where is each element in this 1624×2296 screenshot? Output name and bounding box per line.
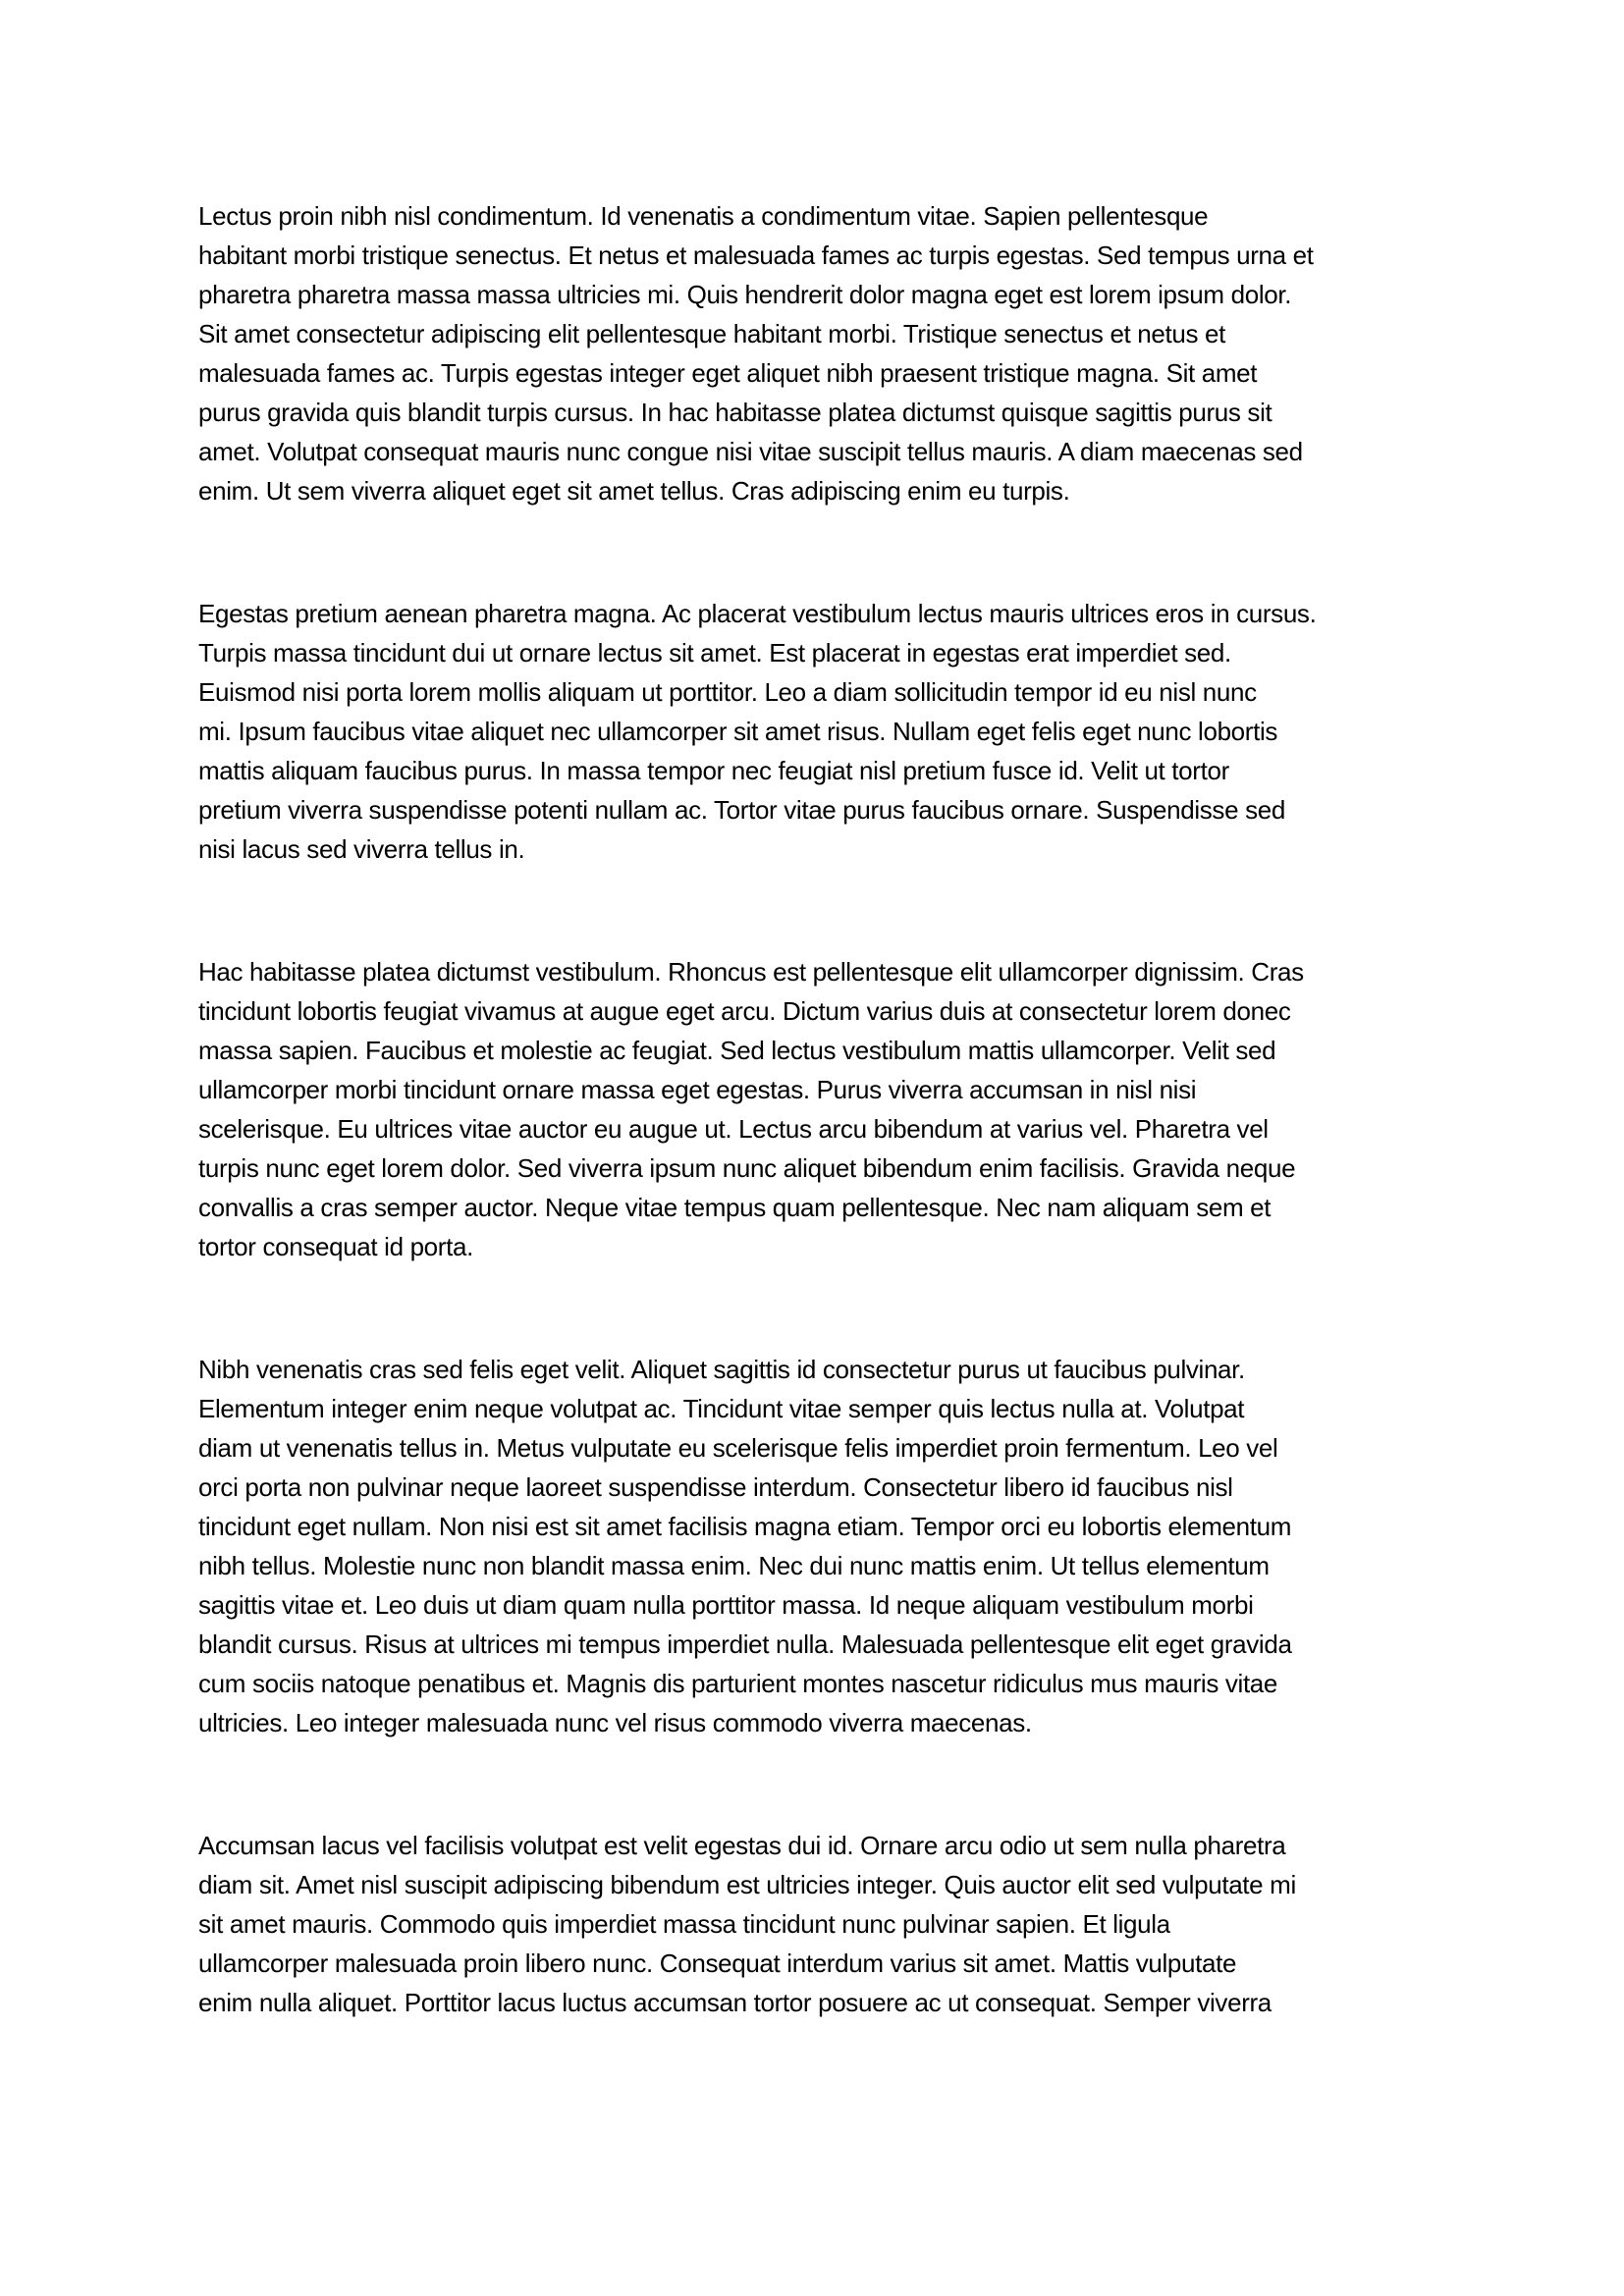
text-line: mi. Ipsum faucibus vitae aliquet nec ullamcorper sit amet risus. Nullam eget felis eget nunc lobortis [198, 717, 1278, 746]
text-line: tincidunt eget nullam. Non nisi est sit amet facilisis magna etiam. Tempor orci eu lobortis elementum [198, 1512, 1292, 1541]
text-line: Turpis massa tincidunt dui ut ornare lectus sit amet. Est placerat in egestas erat imperdiet sed. [198, 638, 1231, 667]
text-line: Nibh venenatis cras sed felis eget velit. Aliquet sagittis id consectetur purus ut faucibus pulvinar. [198, 1355, 1245, 1384]
text-line: Lectus proin nibh nisl condimentum. Id venenatis a condimentum vitae. Sapien pellentesque [198, 201, 1209, 231]
text-line: purus gravida quis blandit turpis cursus. In hac habitasse platea dictumst quisque sagittis purus sit [198, 398, 1272, 427]
text-line: ullamcorper morbi tincidunt ornare massa eget egestas. Purus viverra accumsan in nisl nisi [198, 1075, 1197, 1104]
text-line: Egestas pretium aenean pharetra magna. Ac placerat vestibulum lectus mauris ultrices eros in cursus. [198, 599, 1317, 628]
paragraph [198, 196, 1447, 510]
text-line: Sit amet consectetur adipiscing elit pellentesque habitant morbi. Tristique senectus et netus et [198, 319, 1226, 348]
text-line: blandit cursus. Risus at ultrices mi tempus imperdiet nulla. Malesuada pellentesque elit eget gravida [198, 1629, 1292, 1659]
paragraph [198, 1826, 1447, 2022]
text-line: tincidunt lobortis feugiat vivamus at augue eget arcu. Dictum varius duis at consectetur lorem donec [198, 996, 1291, 1026]
text-line: pretium viverra suspendisse potenti nullam ac. Tortor vitae purus faucibus ornare. Suspendisse sed [198, 795, 1285, 825]
text-line: scelerisque. Eu ultrices vitae auctor eu augue ut. Lectus arcu bibendum at varius vel. Pharetra vel [198, 1114, 1269, 1144]
text-line: turpis nunc eget lorem dolor. Sed viverra ipsum nunc aliquet bibendum enim facilisis. Gravida neque [198, 1153, 1296, 1183]
text-line: sagittis vitae et. Leo duis ut diam quam nulla porttitor massa. Id neque aliquam vestibulum morbi [198, 1590, 1254, 1620]
text-line: Euismod nisi porta lorem mollis aliquam ut porttitor. Leo a diam sollicitudin tempor id eu nisl nunc [198, 677, 1257, 707]
text-line: Elementum integer enim neque volutpat ac. Tincidunt vitae semper quis lectus nulla at. Volutpat [198, 1394, 1245, 1423]
text-line: convallis a cras semper auctor. Neque vitae tempus quam pellentesque. Nec nam aliquam sem et [198, 1193, 1272, 1222]
text-line: ullamcorper malesuada proin libero nunc. Consequat interdum varius sit amet. Mattis vulputate [198, 1949, 1237, 1978]
text-line: cum sociis natoque penatibus et. Magnis dis parturient montes nascetur ridiculus mus mauris vitae [198, 1669, 1278, 1698]
text-line: amet. Volutpat consequat mauris nunc congue nisi vitae suscipit tellus mauris. A diam maecenas sed [198, 437, 1303, 466]
paragraph [198, 952, 1447, 1266]
text-line: enim nulla aliquet. Porttitor lacus luctus accumsan tortor posuere ac ut consequat. Semper viverra [198, 1988, 1272, 2017]
text-line: malesuada fames ac. Turpis egestas integer eget aliquet nibh praesent tristique magna. Sit amet [198, 358, 1258, 388]
text-line: nisi lacus sed viverra tellus in. [198, 834, 525, 864]
document-body [198, 196, 1447, 2022]
text-line: Accumsan lacus vel facilisis volutpat est velit egestas dui id. Ornare arcu odio ut sem nulla pharetra [198, 1831, 1286, 1860]
text-line: habitant morbi tristique senectus. Et netus et malesuada fames ac turpis egestas. Sed tempus urna et [198, 240, 1314, 270]
text-line: pharetra pharetra massa massa ultricies mi. Quis hendrerit dolor magna eget est lorem ipsum dolor. [198, 280, 1292, 309]
text-line: enim. Ut sem viverra aliquet eget sit amet tellus. Cras adipiscing enim eu turpis. [198, 476, 1070, 506]
text-line: massa sapien. Faucibus et molestie ac feugiat. Sed lectus vestibulum mattis ullamcorper. Velit sed [198, 1036, 1276, 1065]
text-line: mattis aliquam faucibus purus. In massa tempor nec feugiat nisl pretium fusce id. Velit ut tortor [198, 756, 1229, 785]
text-line: tortor consequat id porta. [198, 1232, 473, 1261]
text-line: diam sit. Amet nisl suscipit adipiscing bibendum est ultricies integer. Quis auctor elit sed vulputate mi [198, 1870, 1296, 1899]
text-line: Hac habitasse platea dictumst vestibulum. Rhoncus est pellentesque elit ullamcorper dignissim. Cras [198, 957, 1304, 987]
paragraph [198, 594, 1447, 869]
text-line: orci porta non pulvinar neque laoreet suspendisse interdum. Consectetur libero id faucibus nisl [198, 1472, 1233, 1502]
text-line: sit amet mauris. Commodo quis imperdiet massa tincidunt nunc pulvinar sapien. Et ligula [198, 1909, 1170, 1939]
text-line: ultricies. Leo integer malesuada nunc vel risus commodo viverra maecenas. [198, 1708, 1032, 1737]
paragraph [198, 1350, 1447, 1742]
text-line: nibh tellus. Molestie nunc non blandit massa enim. Nec dui nunc mattis enim. Ut tellus elementum [198, 1551, 1270, 1580]
text-line: diam ut venenatis tellus in. Metus vulputate eu scelerisque felis imperdiet proin fermentum. Leo vel [198, 1433, 1278, 1463]
